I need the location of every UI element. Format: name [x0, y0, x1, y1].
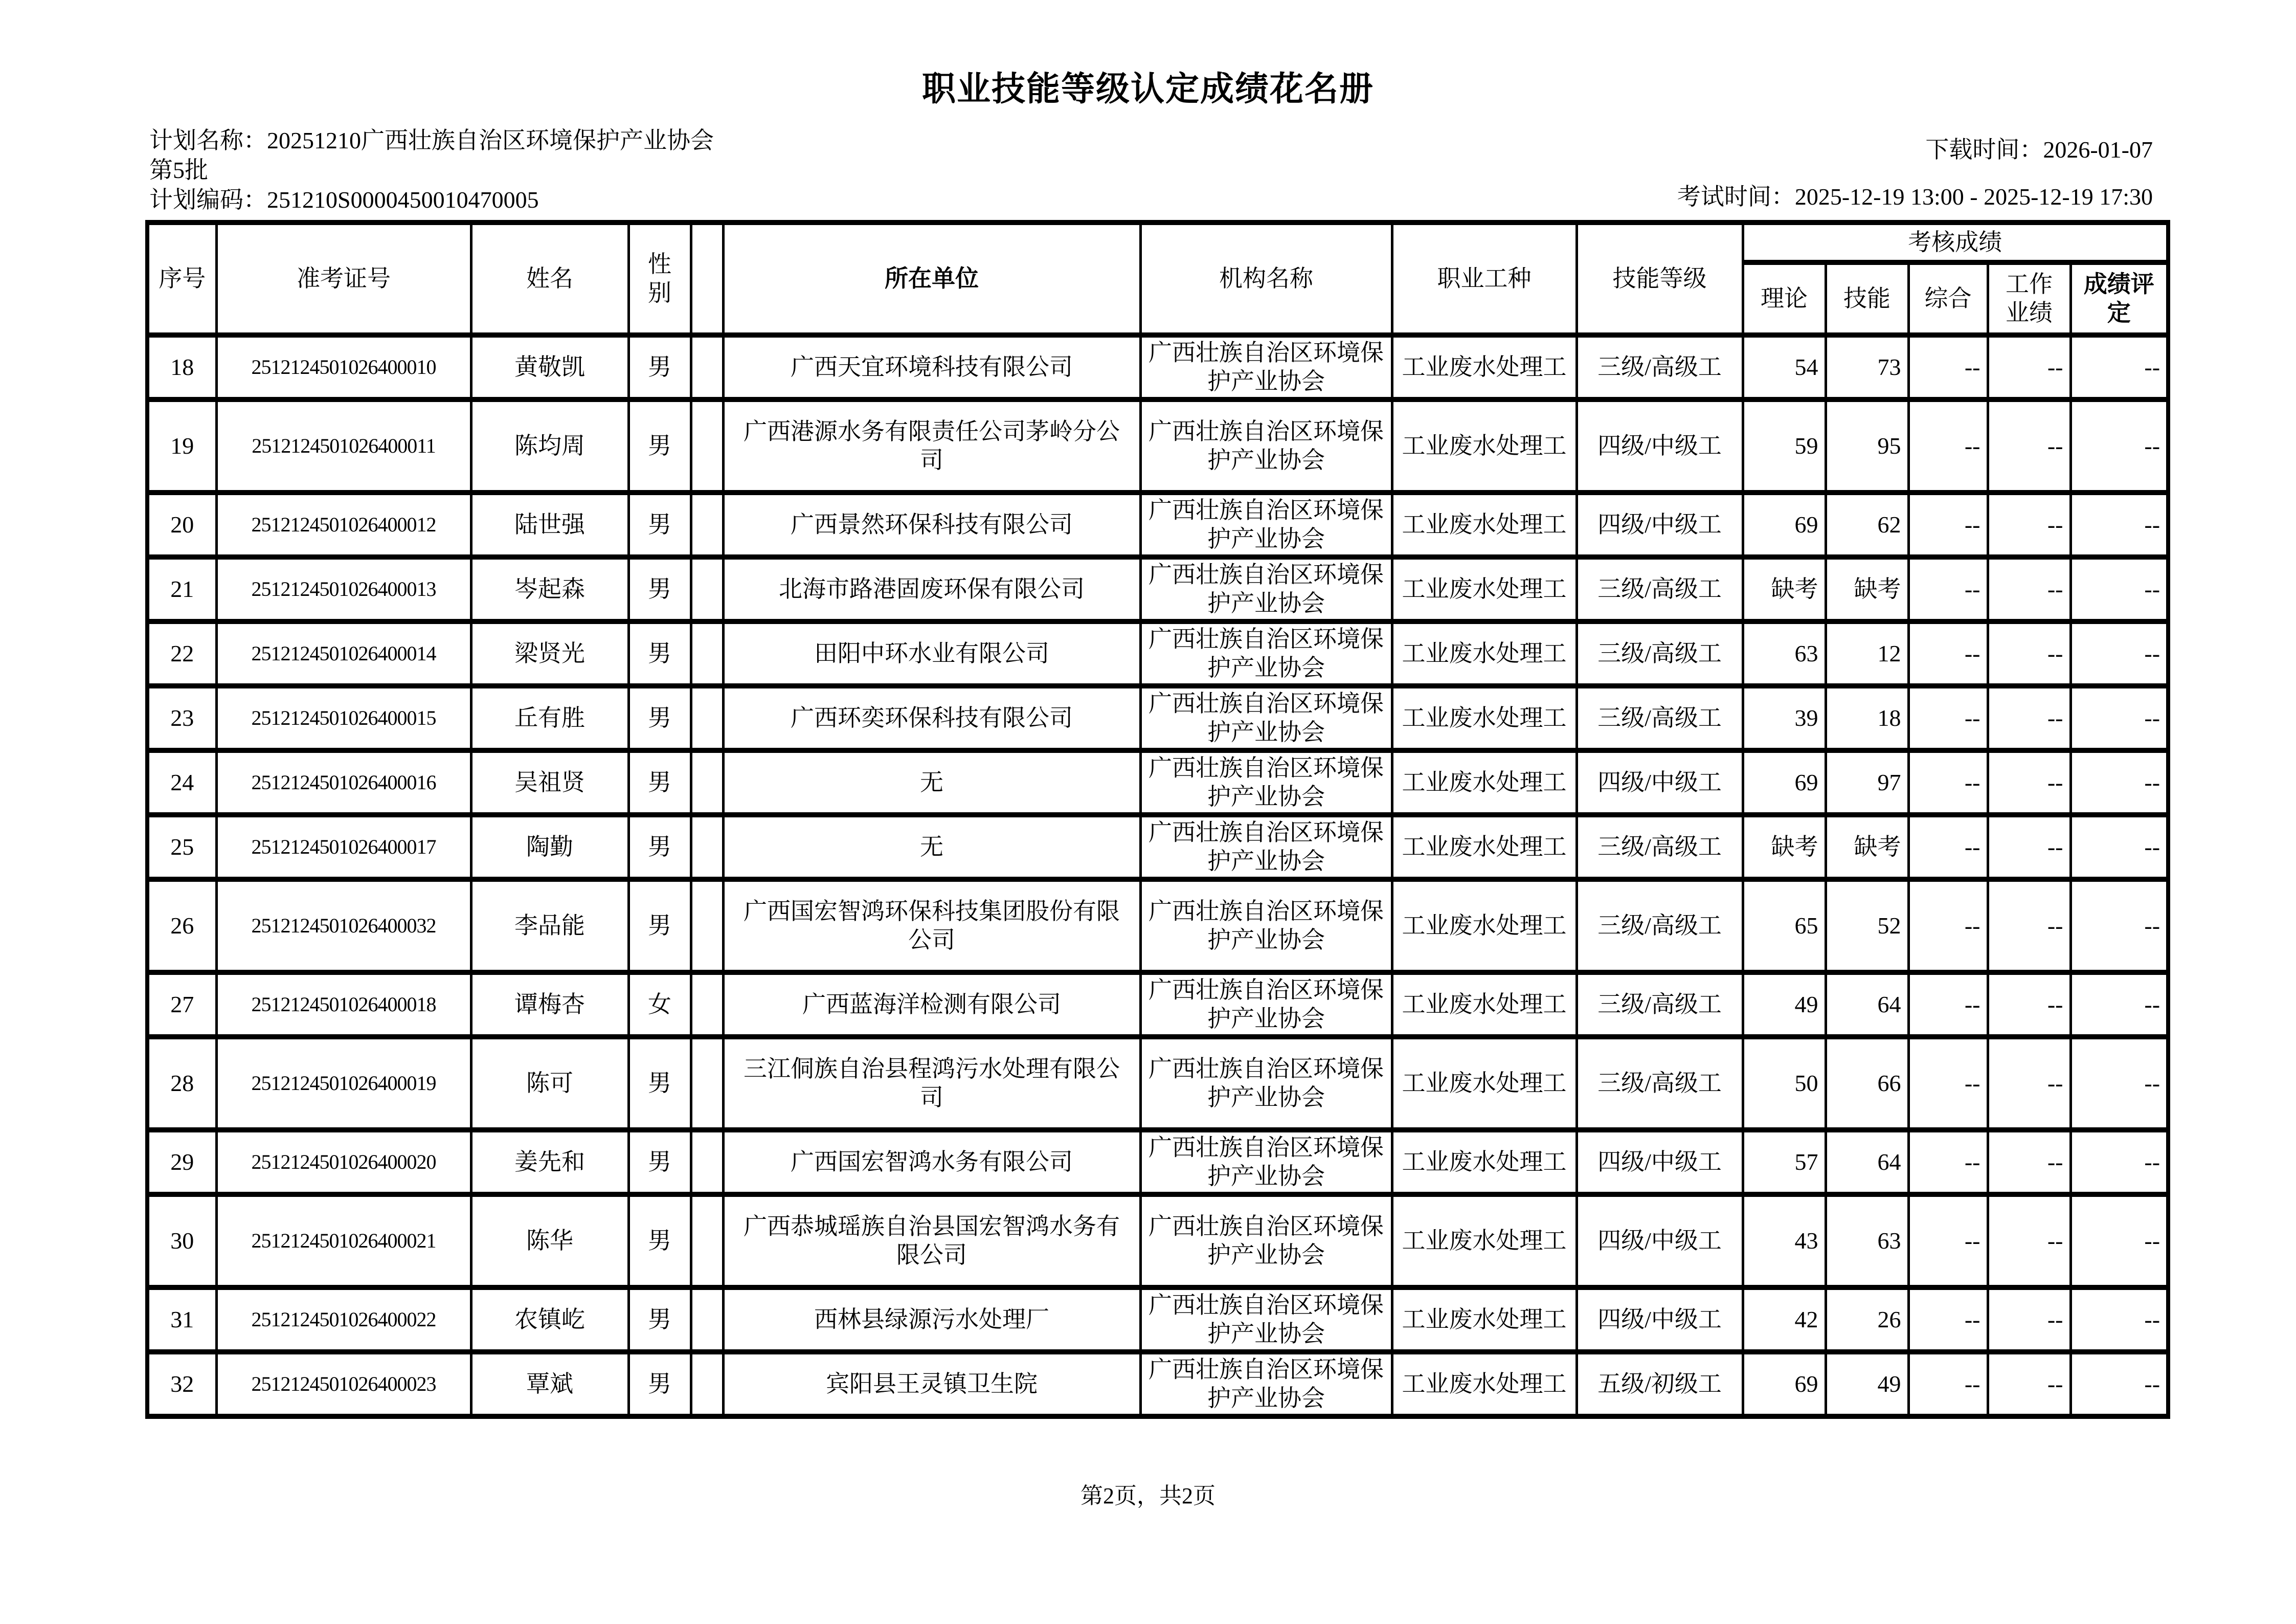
- cell-seq: 20: [147, 493, 216, 557]
- cell-ticket: 2512124501026400032: [216, 879, 471, 972]
- table-row: [147, 815, 2168, 879]
- cell-company: 广西环奕环保科技有限公司: [723, 686, 1140, 750]
- cell-name: 李品能: [471, 879, 628, 972]
- cell-gender: 男: [628, 1037, 691, 1130]
- table-row: [147, 1352, 2168, 1416]
- cell-occupation: 工业废水处理工: [1392, 1194, 1577, 1287]
- cell-level: 三级/高级工: [1577, 621, 1743, 686]
- cell-level: 四级/中级工: [1577, 1194, 1743, 1287]
- cell-theory: 69: [1743, 1352, 1826, 1416]
- cell-evaluation: --: [2070, 557, 2168, 621]
- header-occupation: 职业工种: [1392, 223, 1577, 335]
- cell-evaluation: --: [2070, 1037, 2168, 1130]
- cell-ticket: 2512124501026400010: [216, 335, 471, 399]
- exam-time: 考试时间：2025-12-19 13:00 - 2025-12-19 17:30: [1677, 184, 2153, 210]
- cell-evaluation: --: [2070, 493, 2168, 557]
- header-row-group: [147, 223, 2168, 262]
- cell-name: 陆世强: [471, 493, 628, 557]
- table-row: [147, 335, 2168, 399]
- cell-level: 四级/中级工: [1577, 750, 1743, 815]
- cell-ticket: 2512124501026400017: [216, 815, 471, 879]
- header-ticket: 准考证号: [216, 223, 471, 335]
- cell-org: 广西壮族自治区环境保护产业协会: [1140, 621, 1392, 686]
- cell-occupation: 工业废水处理工: [1392, 750, 1577, 815]
- cell-name: 姜先和: [471, 1130, 628, 1194]
- cell-org: 广西壮族自治区环境保护产业协会: [1140, 1194, 1392, 1287]
- cell-gender: 男: [628, 1130, 691, 1194]
- table-row: [147, 1037, 2168, 1130]
- header-org: 机构名称: [1140, 223, 1392, 335]
- cell-work_performance: --: [1988, 1194, 2070, 1287]
- cell-skill: 26: [1826, 1287, 1908, 1352]
- cell-occupation: 工业废水处理工: [1392, 493, 1577, 557]
- cell-evaluation: --: [2070, 972, 2168, 1037]
- cell-org: 广西壮族自治区环境保护产业协会: [1140, 879, 1392, 972]
- cell-company: 无: [723, 815, 1140, 879]
- cell-name: 黄敬凯: [471, 335, 628, 399]
- cell-occupation: 工业废水处理工: [1392, 972, 1577, 1037]
- cell-skill: 18: [1826, 686, 1908, 750]
- page-title: 职业技能等级认定成绩花名册: [922, 71, 1374, 108]
- cell-theory: 39: [1743, 686, 1826, 750]
- cell-skill: 66: [1826, 1037, 1908, 1130]
- cell-spacer: [691, 686, 723, 750]
- cell-spacer: [691, 1352, 723, 1416]
- cell-company: 西林县绿源污水处理厂: [723, 1287, 1140, 1352]
- cell-spacer: [691, 493, 723, 557]
- cell-org: 广西壮族自治区环境保护产业协会: [1140, 750, 1392, 815]
- cell-name: 陈可: [471, 1037, 628, 1130]
- cell-occupation: 工业废水处理工: [1392, 1130, 1577, 1194]
- table-row: [147, 686, 2168, 750]
- cell-level: 三级/高级工: [1577, 972, 1743, 1037]
- cell-ticket: 2512124501026400016: [216, 750, 471, 815]
- cell-seq: 26: [147, 879, 216, 972]
- cell-company: 广西港源水务有限责任公司茅岭分公司: [723, 399, 1140, 493]
- table-body: [147, 335, 2168, 1416]
- cell-spacer: [691, 1037, 723, 1130]
- cell-work_performance: --: [1988, 815, 2070, 879]
- cell-spacer: [691, 399, 723, 493]
- cell-evaluation: --: [2070, 335, 2168, 399]
- table-row: [147, 621, 2168, 686]
- cell-occupation: 工业废水处理工: [1392, 1037, 1577, 1130]
- header-company: 所在单位: [723, 223, 1140, 335]
- cell-seq: 21: [147, 557, 216, 621]
- cell-work_performance: --: [1988, 1287, 2070, 1352]
- cell-level: 四级/中级工: [1577, 493, 1743, 557]
- cell-evaluation: --: [2070, 399, 2168, 493]
- header-spacer: [691, 223, 723, 335]
- cell-evaluation: --: [2070, 815, 2168, 879]
- cell-occupation: 工业废水处理工: [1392, 1287, 1577, 1352]
- cell-occupation: 工业废水处理工: [1392, 335, 1577, 399]
- cell-name: 农镇屹: [471, 1287, 628, 1352]
- cell-gender: 男: [628, 815, 691, 879]
- cell-skill: 64: [1826, 972, 1908, 1037]
- cell-name: 丘有胜: [471, 686, 628, 750]
- table-row: [147, 1130, 2168, 1194]
- cell-name: 陶勤: [471, 815, 628, 879]
- cell-name: 覃斌: [471, 1352, 628, 1416]
- cell-level: 三级/高级工: [1577, 557, 1743, 621]
- cell-seq: 27: [147, 972, 216, 1037]
- cell-seq: 24: [147, 750, 216, 815]
- cell-company: 无: [723, 750, 1140, 815]
- cell-work_performance: --: [1988, 686, 2070, 750]
- cell-skill: 缺考: [1826, 557, 1908, 621]
- cell-work_performance: --: [1988, 335, 2070, 399]
- cell-comprehensive: --: [1908, 879, 1988, 972]
- cell-spacer: [691, 972, 723, 1037]
- cell-spacer: [691, 750, 723, 815]
- cell-gender: 男: [628, 621, 691, 686]
- cell-org: 广西壮族自治区环境保护产业协会: [1140, 335, 1392, 399]
- cell-theory: 69: [1743, 493, 1826, 557]
- cell-level: 四级/中级工: [1577, 1130, 1743, 1194]
- cell-occupation: 工业废水处理工: [1392, 621, 1577, 686]
- cell-work_performance: --: [1988, 399, 2070, 493]
- header-name: 姓名: [471, 223, 628, 335]
- cell-occupation: 工业废水处理工: [1392, 557, 1577, 621]
- cell-org: 广西壮族自治区环境保护产业协会: [1140, 1287, 1392, 1352]
- cell-ticket: 2512124501026400020: [216, 1130, 471, 1194]
- cell-company: 宾阳县王灵镇卫生院: [723, 1352, 1140, 1416]
- header-score-group: 考核成绩: [1743, 223, 2168, 262]
- cell-skill: 64: [1826, 1130, 1908, 1194]
- cell-company: 三江侗族自治县程鸿污水处理有限公司: [723, 1037, 1140, 1130]
- header-comprehensive: 综合: [1908, 262, 1988, 335]
- cell-comprehensive: --: [1908, 815, 1988, 879]
- cell-gender: 男: [628, 686, 691, 750]
- cell-seq: 18: [147, 335, 216, 399]
- cell-seq: 25: [147, 815, 216, 879]
- cell-skill: 95: [1826, 399, 1908, 493]
- cell-spacer: [691, 1287, 723, 1352]
- cell-comprehensive: --: [1908, 750, 1988, 815]
- cell-seq: 30: [147, 1194, 216, 1287]
- cell-comprehensive: --: [1908, 621, 1988, 686]
- cell-spacer: [691, 557, 723, 621]
- cell-work_performance: --: [1988, 557, 2070, 621]
- cell-comprehensive: --: [1908, 1037, 1988, 1130]
- score-roster-table: [145, 220, 2170, 1419]
- cell-org: 广西壮族自治区环境保护产业协会: [1140, 1037, 1392, 1130]
- cell-seq: 28: [147, 1037, 216, 1130]
- cell-comprehensive: --: [1908, 557, 1988, 621]
- cell-level: 三级/高级工: [1577, 686, 1743, 750]
- cell-org: 广西壮族自治区环境保护产业协会: [1140, 1130, 1392, 1194]
- cell-spacer: [691, 1130, 723, 1194]
- cell-seq: 23: [147, 686, 216, 750]
- table-row: [147, 750, 2168, 815]
- time-meta: [1677, 135, 2153, 212]
- cell-name: 岑起森: [471, 557, 628, 621]
- cell-company: 广西国宏智鸿水务有限公司: [723, 1130, 1140, 1194]
- cell-gender: 男: [628, 1287, 691, 1352]
- cell-work_performance: --: [1988, 1037, 2070, 1130]
- cell-gender: 男: [628, 1194, 691, 1287]
- cell-ticket: 2512124501026400015: [216, 686, 471, 750]
- cell-ticket: 2512124501026400014: [216, 621, 471, 686]
- cell-theory: 59: [1743, 399, 1826, 493]
- cell-comprehensive: --: [1908, 1287, 1988, 1352]
- cell-theory: 57: [1743, 1130, 1826, 1194]
- cell-theory: 缺考: [1743, 815, 1826, 879]
- table-row: [147, 399, 2168, 493]
- cell-evaluation: --: [2070, 1352, 2168, 1416]
- cell-theory: 缺考: [1743, 557, 1826, 621]
- cell-work_performance: --: [1988, 972, 2070, 1037]
- cell-ticket: 2512124501026400019: [216, 1037, 471, 1130]
- cell-evaluation: --: [2070, 1287, 2168, 1352]
- cell-skill: 49: [1826, 1352, 1908, 1416]
- header-theory: 理论: [1743, 262, 1826, 335]
- cell-skill: 缺考: [1826, 815, 1908, 879]
- cell-org: 广西壮族自治区环境保护产业协会: [1140, 557, 1392, 621]
- cell-ticket: 2512124501026400022: [216, 1287, 471, 1352]
- cell-comprehensive: --: [1908, 335, 1988, 399]
- cell-seq: 19: [147, 399, 216, 493]
- cell-ticket: 2512124501026400023: [216, 1352, 471, 1416]
- cell-gender: 男: [628, 750, 691, 815]
- cell-company: 广西国宏智鸿环保科技集团股份有限公司: [723, 879, 1140, 972]
- cell-gender: 女: [628, 972, 691, 1037]
- plan-meta: [149, 126, 732, 215]
- page-number: 第2页，共2页: [1081, 1483, 1215, 1508]
- cell-level: 三级/高级工: [1577, 335, 1743, 399]
- cell-org: 广西壮族自治区环境保护产业协会: [1140, 686, 1392, 750]
- table-row: [147, 1194, 2168, 1287]
- cell-theory: 63: [1743, 621, 1826, 686]
- cell-ticket: 2512124501026400018: [216, 972, 471, 1037]
- cell-gender: 男: [628, 493, 691, 557]
- cell-ticket: 2512124501026400011: [216, 399, 471, 493]
- cell-evaluation: --: [2070, 750, 2168, 815]
- cell-company: 田阳中环水业有限公司: [723, 621, 1140, 686]
- cell-company: 广西景然环保科技有限公司: [723, 493, 1140, 557]
- cell-seq: 22: [147, 621, 216, 686]
- cell-org: 广西壮族自治区环境保护产业协会: [1140, 972, 1392, 1037]
- cell-seq: 32: [147, 1352, 216, 1416]
- header-skill: 技能: [1826, 262, 1908, 335]
- header-evaluation: 成绩评定: [2070, 262, 2168, 335]
- cell-occupation: 工业废水处理工: [1392, 815, 1577, 879]
- cell-spacer: [691, 621, 723, 686]
- header-gender: 性别: [628, 223, 691, 335]
- cell-ticket: 2512124501026400021: [216, 1194, 471, 1287]
- cell-level: 四级/中级工: [1577, 1287, 1743, 1352]
- cell-comprehensive: --: [1908, 399, 1988, 493]
- table-row: [147, 493, 2168, 557]
- table-header: [147, 223, 2168, 335]
- cell-evaluation: --: [2070, 1194, 2168, 1287]
- cell-gender: 男: [628, 879, 691, 972]
- cell-gender: 男: [628, 399, 691, 493]
- cell-theory: 50: [1743, 1037, 1826, 1130]
- cell-company: 北海市路港固废环保有限公司: [723, 557, 1140, 621]
- cell-gender: 男: [628, 1352, 691, 1416]
- header-seq: 序号: [147, 223, 216, 335]
- cell-org: 广西壮族自治区环境保护产业协会: [1140, 399, 1392, 493]
- cell-seq: 31: [147, 1287, 216, 1352]
- cell-seq: 29: [147, 1130, 216, 1194]
- cell-skill: 63: [1826, 1194, 1908, 1287]
- cell-company: 广西蓝海洋检测有限公司: [723, 972, 1140, 1037]
- cell-theory: 49: [1743, 972, 1826, 1037]
- cell-occupation: 工业废水处理工: [1392, 879, 1577, 972]
- cell-comprehensive: --: [1908, 493, 1988, 557]
- cell-evaluation: --: [2070, 621, 2168, 686]
- cell-skill: 52: [1826, 879, 1908, 972]
- cell-work_performance: --: [1988, 750, 2070, 815]
- download-time: 下载时间：2026-01-07: [1925, 137, 2153, 163]
- cell-occupation: 工业废水处理工: [1392, 399, 1577, 493]
- cell-org: 广西壮族自治区环境保护产业协会: [1140, 1352, 1392, 1416]
- table-row: [147, 557, 2168, 621]
- cell-comprehensive: --: [1908, 1194, 1988, 1287]
- cell-theory: 42: [1743, 1287, 1826, 1352]
- cell-level: 三级/高级工: [1577, 879, 1743, 972]
- cell-gender: 男: [628, 557, 691, 621]
- cell-occupation: 工业废水处理工: [1392, 686, 1577, 750]
- cell-skill: 12: [1826, 621, 1908, 686]
- cell-evaluation: --: [2070, 1130, 2168, 1194]
- cell-org: 广西壮族自治区环境保护产业协会: [1140, 815, 1392, 879]
- cell-theory: 54: [1743, 335, 1826, 399]
- cell-work_performance: --: [1988, 1130, 2070, 1194]
- cell-spacer: [691, 879, 723, 972]
- cell-name: 梁贤光: [471, 621, 628, 686]
- cell-level: 三级/高级工: [1577, 1037, 1743, 1130]
- cell-work_performance: --: [1988, 493, 2070, 557]
- cell-ticket: 2512124501026400012: [216, 493, 471, 557]
- cell-level: 三级/高级工: [1577, 815, 1743, 879]
- cell-comprehensive: --: [1908, 1130, 1988, 1194]
- cell-name: 陈华: [471, 1194, 628, 1287]
- cell-gender: 男: [628, 335, 691, 399]
- cell-comprehensive: --: [1908, 686, 1988, 750]
- table-row: [147, 879, 2168, 972]
- cell-work_performance: --: [1988, 879, 2070, 972]
- cell-org: 广西壮族自治区环境保护产业协会: [1140, 493, 1392, 557]
- header-work-performance: 工作业绩: [1988, 262, 2070, 335]
- table-row: [147, 972, 2168, 1037]
- cell-work_performance: --: [1988, 1352, 2070, 1416]
- cell-theory: 69: [1743, 750, 1826, 815]
- cell-evaluation: --: [2070, 879, 2168, 972]
- cell-skill: 97: [1826, 750, 1908, 815]
- cell-level: 五级/初级工: [1577, 1352, 1743, 1416]
- plan-code: 计划编码：251210S0000450010470005: [149, 187, 539, 213]
- cell-theory: 43: [1743, 1194, 1826, 1287]
- cell-evaluation: --: [2070, 686, 2168, 750]
- header-level: 技能等级: [1577, 223, 1743, 335]
- cell-spacer: [691, 335, 723, 399]
- cell-company: 广西天宜环境科技有限公司: [723, 335, 1140, 399]
- cell-work_performance: --: [1988, 621, 2070, 686]
- cell-spacer: [691, 815, 723, 879]
- cell-name: 谭梅杏: [471, 972, 628, 1037]
- cell-spacer: [691, 1194, 723, 1287]
- cell-company: 广西恭城瑶族自治县国宏智鸿水务有限公司: [723, 1194, 1140, 1287]
- cell-ticket: 2512124501026400013: [216, 557, 471, 621]
- cell-skill: 62: [1826, 493, 1908, 557]
- table-row: [147, 1287, 2168, 1352]
- cell-comprehensive: --: [1908, 1352, 1988, 1416]
- cell-level: 四级/中级工: [1577, 399, 1743, 493]
- cell-name: 陈均周: [471, 399, 628, 493]
- cell-theory: 65: [1743, 879, 1826, 972]
- cell-occupation: 工业废水处理工: [1392, 1352, 1577, 1416]
- cell-skill: 73: [1826, 335, 1908, 399]
- cell-name: 吴祖贤: [471, 750, 628, 815]
- cell-comprehensive: --: [1908, 972, 1988, 1037]
- plan-name: 计划名称：20251210广西壮族自治区环境保护产业协会第5批: [149, 127, 714, 183]
